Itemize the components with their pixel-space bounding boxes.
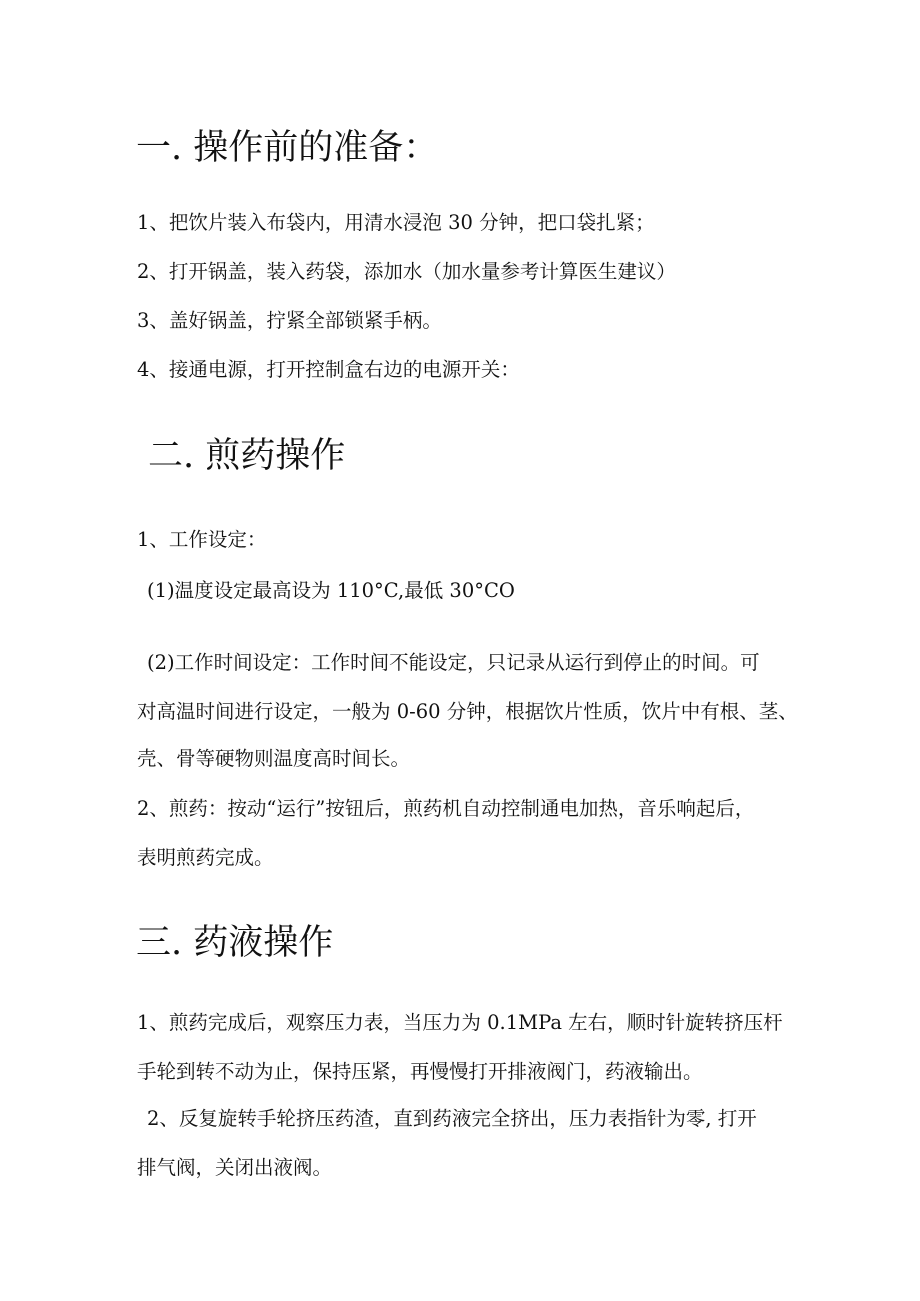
prep-step-3: 3、盖好锅盖，拧紧全部锁紧手柄。 [137, 309, 442, 332]
prep-step-1: 1、把饮片装入布袋内，用清水浸泡 30 分钟，把口袋扎紧； [137, 211, 655, 234]
decoct-step-line-1: 2、煎药：按动“运行”按钮后，煎药机自动控制通电加热，音乐响起后， [137, 797, 755, 820]
liquid-step-1-line-1: 1、煎药完成后，观察压力表，当压力为 0.1MPa 左右，顺时针旋转挤压杆 [137, 1011, 783, 1034]
prep-step-4: 4、接通电源，打开控制盒右边的电源开关： [137, 358, 520, 381]
time-setting-line-3: 壳、骨等硬物则温度高时间长。 [137, 747, 411, 770]
liquid-step-1-line-2: 手轮到转不动为止，保持压紧，再慢慢打开排液阀门，药液输出。 [137, 1060, 703, 1083]
temperature-setting: (1)温度设定最高设为 110°C,最低 30°CO [147, 579, 515, 602]
prep-step-2: 2、打开锅盖，装入药袋，添加水（加水量参考计算医生建议） [137, 260, 676, 283]
section-3-heading: 三. 药液操作 [136, 923, 334, 963]
liquid-step-2-line-2: 排气阀，关闭出液阀。 [137, 1156, 333, 1179]
work-settings-title: 1、工作设定： [137, 528, 267, 551]
liquid-step-2-line-1: 2、反复旋转手轮挤压药渣，直到药液完全挤出，压力表指针为零, 打开 [147, 1107, 757, 1130]
section-2-heading: 二. 煎药操作 [148, 436, 346, 476]
time-setting-line-2: 对高温时间进行设定，一般为 0-60 分钟，根据饮片性质，饮片中有根、茎、 [137, 700, 798, 723]
section-1-heading: 一. 操作前的准备： [136, 128, 439, 168]
time-setting-line-1: (2)工作时间设定：工作时间不能设定，只记录从运行到停止的时间。可 [147, 651, 760, 674]
decoct-step-line-2: 表明煎药完成。 [137, 846, 274, 869]
